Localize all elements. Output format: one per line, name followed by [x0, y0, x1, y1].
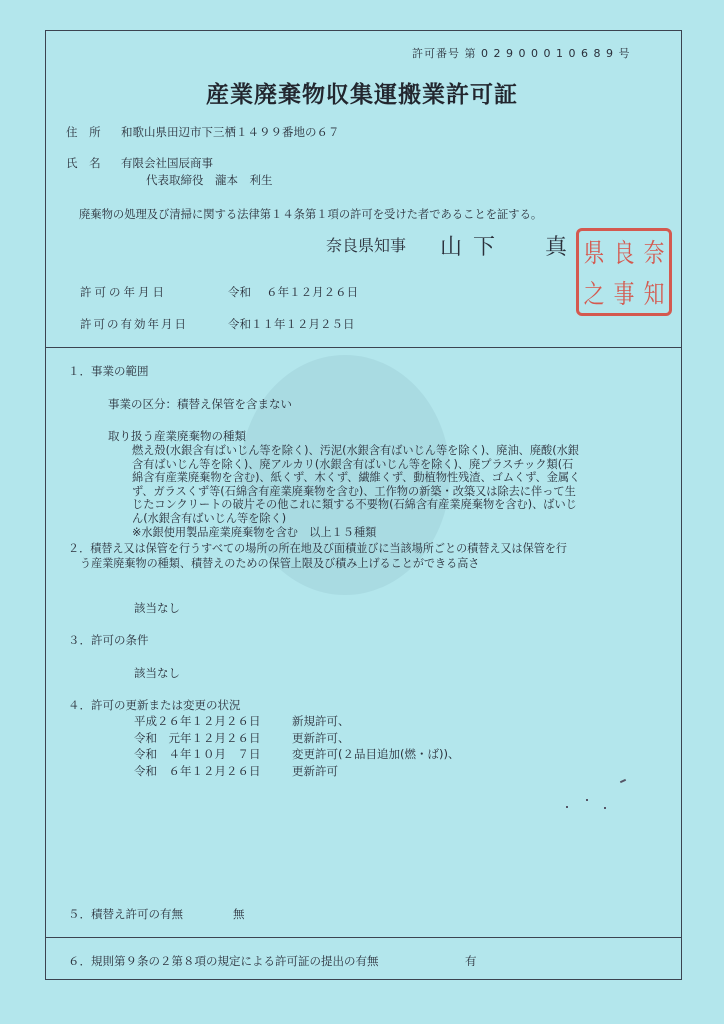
section2-line1: ２．積替え又は保管を行うすべての場所の所在地及び面積並びに当該場所ごとの積替え又は保管を行 [68, 542, 568, 555]
history-date: 令和 ６年１２月２６日 [134, 764, 261, 778]
section1-title: １．事業の範囲 [68, 364, 149, 378]
issue-date-value: 令和 ６年１２月２６日 [228, 285, 359, 299]
page-title: 産業廃棄物収集運搬業許可証 [206, 82, 518, 108]
waste-types-title: 取り扱う産業廃棄物の種類 [108, 429, 246, 443]
scan-speck [604, 807, 606, 809]
section5-label: ５．積替え許可の有無 [68, 907, 183, 921]
section-divider [45, 937, 682, 938]
waste-types-line: 燃え殻(水銀含有ばいじん等を除く)、汚泥(水銀含有ばいじん等を除く)、廃油、廃酸(水銀 [132, 444, 579, 457]
name-label: 氏 名 [66, 156, 105, 170]
section2-value: 該当なし [134, 601, 180, 615]
issuer-title: 奈良県知事 [326, 236, 407, 255]
seal-char: 事 [613, 280, 635, 310]
seal-char: 之 [583, 280, 605, 310]
address-value: 和歌山県田辺市下三栖１４９９番地の６７ [121, 125, 340, 139]
history-date: 平成２６年１２月２６日 [134, 714, 261, 728]
scan-speck [586, 799, 588, 801]
waste-types-line: じたコンクリートの破片その他これに類する不要物(石綿含有産業廃棄物を含む)、ばいじ [132, 498, 577, 512]
issuer-name: 山 下 真 [440, 235, 569, 260]
section6-label: ６．規則第９条の２第８項の規定による許可証の提出の有無 [68, 954, 379, 968]
issue-date-label: 許可の年月日 [80, 285, 167, 299]
history-date: 令和 ４年１０月 ７日 [134, 747, 261, 761]
address-label: 住 所 [66, 125, 105, 139]
waste-types-line: ず、ガラスくず等(石綿含有産業廃棄物を含む)、工作物の新築・改築又は除去に伴って生 [132, 484, 576, 498]
certification-statement: 廃棄物の処理及び清掃に関する法律第１４条第１項の許可を受けた者であることを証する。 [79, 208, 543, 221]
history-date: 令和 元年１２月２６日 [134, 731, 261, 745]
history-event: 更新許可、 [292, 731, 350, 745]
official-seal [576, 228, 672, 316]
waste-types-line: 綿含有産業廃棄物を含む)、紙くず、木くず、繊維くず、動植物性残渣、ゴムくず、金属く [132, 471, 581, 485]
expiry-date-value: 令和１１年１２月２５日 [228, 317, 355, 331]
permit-number: 許可番号 第 0 2 9 0 0 0 1 0 6 8 9 号 [412, 47, 631, 60]
seal-char: 良 [613, 239, 635, 269]
scan-speck [566, 806, 568, 808]
expiry-date-label: 許可の有効年月日 [80, 317, 188, 331]
history-event: 変更許可(２品目追加(燃・ば))、 [292, 747, 460, 761]
seal-char: 知 [643, 280, 665, 310]
seal-char: 県 [583, 239, 605, 269]
business-category: 事業の区分：積替え保管を含まない [108, 397, 292, 411]
waste-types-total: ※水銀使用製品産業廃棄物を含む 以上１５種類 [132, 525, 377, 539]
section2-line2: う産業廃棄物の種類、積替えのための保管上限及び積み上げることができる高さ [80, 557, 480, 570]
company-name: 有限会社国辰商事 [121, 156, 213, 170]
section3-title: ３．許可の条件 [68, 633, 149, 647]
representative-name: 代表取締役 瀧本 利生 [146, 173, 273, 187]
section4-title: ４．許可の更新または変更の状況 [68, 698, 241, 712]
waste-types-line: 含有ばいじん等を除く)、廃アルカリ(水銀含有ばいじん等を除く)、廃プラスチック類(石 [132, 457, 574, 471]
section6-value: 有 [465, 954, 477, 968]
history-event: 更新許可 [292, 764, 338, 778]
section-divider [45, 347, 682, 348]
seal-char: 奈 [643, 239, 665, 269]
history-event: 新規許可、 [292, 714, 350, 728]
waste-types-line: ん(水銀含有ばいじん等を除く) [132, 512, 287, 525]
section5-value: 無 [233, 907, 245, 921]
section3-value: 該当なし [134, 666, 180, 680]
